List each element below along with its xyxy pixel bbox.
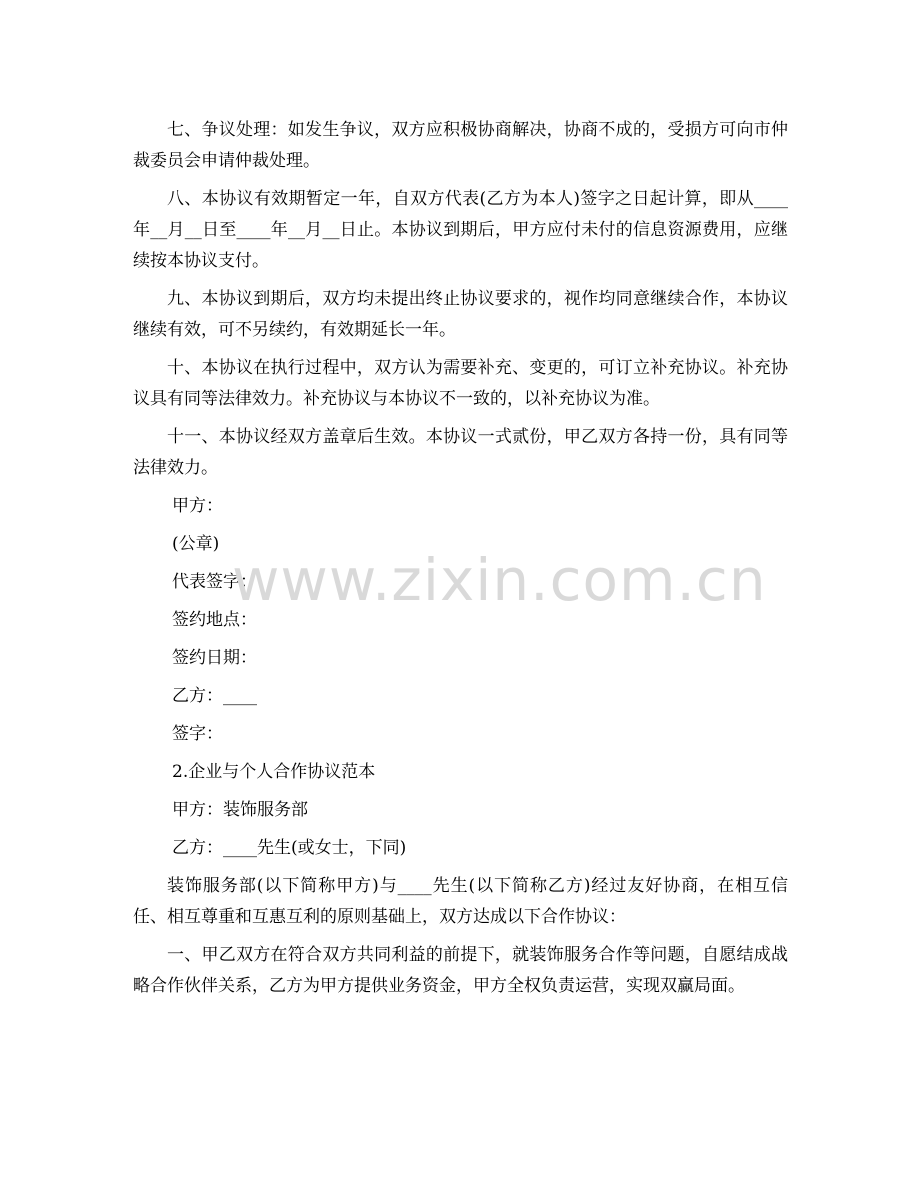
signing-place-label: 签约地点： (172, 610, 257, 630)
section-2-party-b: 乙方：____先生(或女士，下同) (172, 838, 407, 858)
party-a-label: 甲方： (172, 496, 223, 516)
section-2-preamble: 装饰服务部(以下简称甲方)与____先生(以下简称乙方)经过友好协商，在相互信任、相互尊重和互惠互利的原则基础上，双方达成以下合作协议： (133, 876, 788, 927)
watermark: www.zixin.com.cn (232, 546, 767, 614)
party-b-label: 乙方：____ (172, 686, 257, 706)
signature-block (133, 491, 788, 750)
clause-10: 十、本协议在执行过程中，双方认为需要补充、变更的，可订立补充协议。补充协议具有同等法律效力。补充协议与本协议不一致的，以补充协议为准。 (133, 358, 788, 409)
signature-label: 签字： (172, 724, 223, 744)
clause-7: 七、争议处理：如发生争议，双方应积极协商解决，协商不成的，受损方可向市仲裁委员会申请仲裁处理。 (133, 120, 788, 171)
section-2-party-a: 甲方：装饰服务部 (172, 800, 308, 820)
representative-signature-label: 代表签字： (172, 572, 257, 592)
document-body (133, 115, 788, 1009)
section-2-title: 2.企业与个人合作协议范本 (172, 762, 376, 782)
section-2-clause-1: 一、甲乙双方在符合双方共同利益的前提下，就装饰服务合作等问题，自愿结成战略合作伙伴关系，乙方为甲方提供业务资金，甲方全权负责运营，实现双赢局面。 (133, 945, 788, 996)
clause-8: 八、本协议有效期暂定一年，自双方代表(乙方为本人)签字之日起计算，即从____年__月__日至____年__月__日止。本协议到期后，甲方应付未付的信息资源费用，应继续按本协议支付。 (133, 189, 788, 271)
signing-date-label: 签约日期： (172, 648, 257, 668)
official-seal-label: (公章) (172, 534, 220, 554)
clause-11: 十一、本协议经双方盖章后生效。本协议一式贰份，甲乙双方各持一份，具有同等法律效力。 (133, 427, 788, 478)
clause-9: 九、本协议到期后，双方均未提出终止协议要求的，视作均同意继续合作，本协议继续有效，可不另续约，有效期延长一年。 (133, 289, 788, 340)
